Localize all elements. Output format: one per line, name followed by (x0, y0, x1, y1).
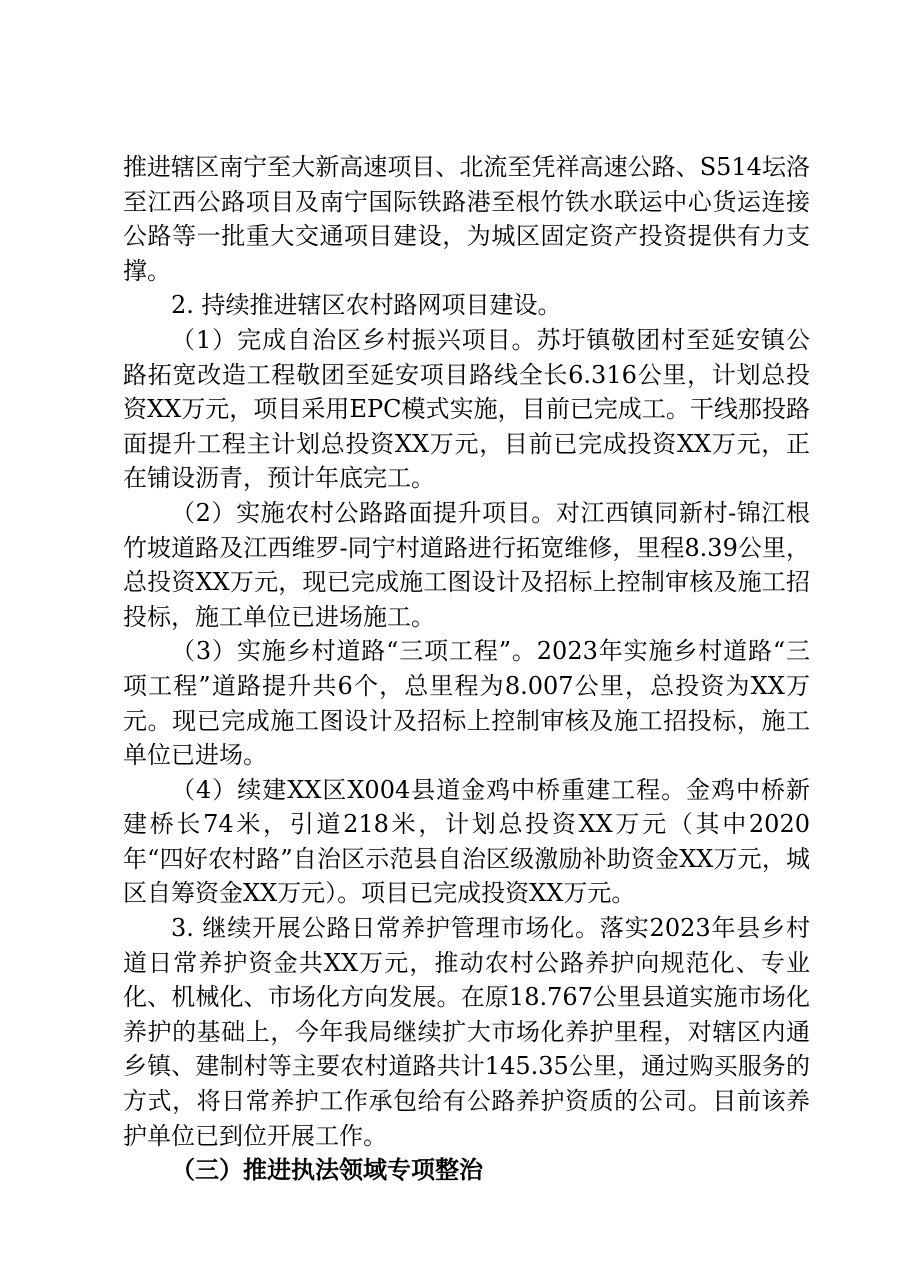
paragraph-item-3: 3. 继续开展公路日常养护管理市场化。落实2023年县乡村道日常养护资金共XX万元，推动农村公路养护向规范化、专业化、机械化、市场化方向发展。在原18.767公里县道实施市场化养护的基础上，今年我局继续扩大市场化养护里程，对辖区内通乡镇、建制村等主要农村道路共计145.35公里，通过购买服务的方式，将日常养护工作承包给有公路养护资质的公司。目前该养护单位已到位开展工作。 (123, 914, 810, 1150)
paragraph-subitem-3: （3）实施乡村道路“三项工程”。2023年实施乡村道路“三项工程”道路提升共6个，总里程为8.007公里，总投资为XX万元。现已完成施工图设计及招标上控制审核及施工招投标，施工单位已进场。 (123, 637, 810, 770)
paragraph-subitem-4: （4）续建XX区X004县道金鸡中桥重建工程。金鸡中桥新建桥长74米，引道218米，计划总投资XX万元（其中2020年“四好农村路”自治区示范县自治区级激励补助资金XX万元，城区自筹资金XX万元）。项目已完成投资XX万元。 (123, 775, 810, 908)
paragraph-continuation: 推进辖区南宁至大新高速项目、北流至凭祥高速公路、S514坛洛至江西公路项目及南宁国际铁路港至根竹铁水联运中心货运连接公路等一批重大交通项目建设，为城区固定资产投资提供有力支撑。 (123, 153, 810, 285)
paragraph-subitem-2: （2）实施农村公路路面提升项目。对江西镇同新村-锦江根竹坡道路及江西维罗-同宁村道路进行拓宽维修，里程8.39公里，总投资XX万元，现已完成施工图设计及招标上控制审核及施工招投标，施工单位已进场施工。 (123, 498, 810, 631)
body-text (123, 150, 810, 1188)
paragraph-item-2: 2. 持续推进辖区农村路网项目建设。 (171, 291, 562, 320)
paragraph-subitem-1: （1）完成自治区乡村振兴项目。苏圩镇敬团村至延安镇公路拓宽改造工程敬团至延安项目路线全长6.316公里，计划总投资XX万元，项目采用EPC模式实施，目前已完成工。干线那投路面提升工程主计划总投资XX万元，目前已完成投资XX万元，正在铺设沥青，预计年底完工。 (123, 325, 810, 493)
section-heading: （三）推进执法领域专项整治 (171, 1155, 483, 1185)
